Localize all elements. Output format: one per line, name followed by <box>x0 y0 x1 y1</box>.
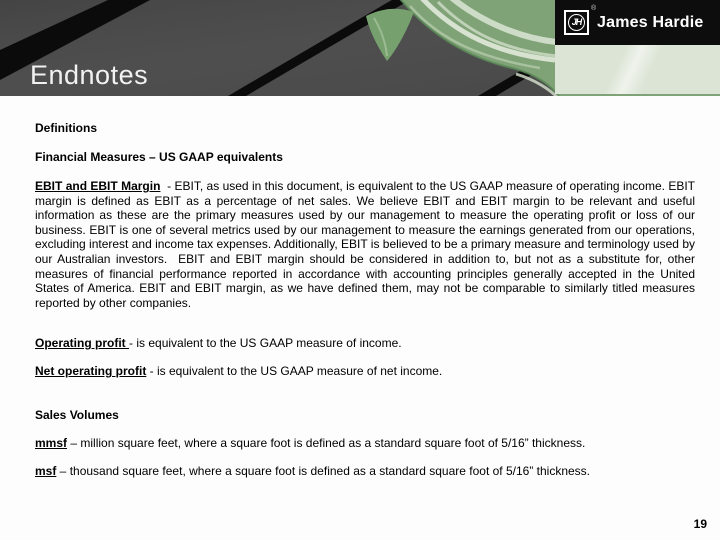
net-operating-profit-definition <box>35 364 695 379</box>
registered-trademark-icon: ® <box>591 5 597 12</box>
separator: - <box>129 336 137 350</box>
mmsf-term: mmsf <box>35 436 68 450</box>
sales-volumes-heading: Sales Volumes <box>35 408 119 422</box>
ebit-term: EBIT and EBIT Margin <box>35 179 161 193</box>
ebit-definition-text: EBIT, as used in this document, is equivalent to the US GAAP measure of operating income. EBIT margin is defined as EBIT as a percentage of net sales. We believe EBIT and EBIT margin to be relevant and useful information as these are the primary measures used by our management to measure the operating profit or loss of our business. EBIT is one of several metrics used by our management to measure the earnings generated from our operations, excluding interest and income tax expenses. Additionally, EBIT is believed to be a primary measure and terminology used by our Australian investors. EBIT and EBIT margin should be considered in addition to, but not as a substitute for, other measures of financial performance reported in accordance with accounting principles generally accepted in the United States of America. EBIT and EBIT margin, as we have defined them, may not be comparable to similarly titled measures reported by other companies. <box>35 179 695 310</box>
jh-monogram: JH <box>571 17 582 27</box>
net-operating-profit-text: is equivalent to the US GAAP measure of net income. <box>157 364 443 378</box>
separator: – <box>67 436 81 450</box>
operating-profit-definition <box>35 336 695 351</box>
ebit-separator: - <box>160 179 175 193</box>
financial-measures-heading: Financial Measures – US GAAP equivalents <box>35 150 283 164</box>
separator: - <box>146 364 157 378</box>
mmsf-definition <box>35 436 695 451</box>
msf-definition <box>35 464 695 479</box>
page-number: 19 <box>693 517 707 531</box>
operating-profit-text: is equivalent to the US GAAP measure of income. <box>136 336 402 350</box>
brand-name: James Hardie <box>597 13 704 31</box>
operating-profit-term: Operating profit <box>35 336 129 350</box>
msf-term: msf <box>35 464 57 478</box>
msf-text: thousand square feet, where a square foot is defined as a standard square foot of 5/16” thickness. <box>69 464 591 478</box>
mmsf-text: million square feet, where a square foot is defined as a standard square foot of 5/16” thickness. <box>80 436 586 450</box>
separator: – <box>56 464 70 478</box>
ebit-definition-paragraph <box>35 179 695 310</box>
definitions-heading: Definitions <box>35 121 97 135</box>
page-title: Endnotes <box>30 60 149 90</box>
net-operating-profit-term: Net operating profit <box>35 364 147 378</box>
